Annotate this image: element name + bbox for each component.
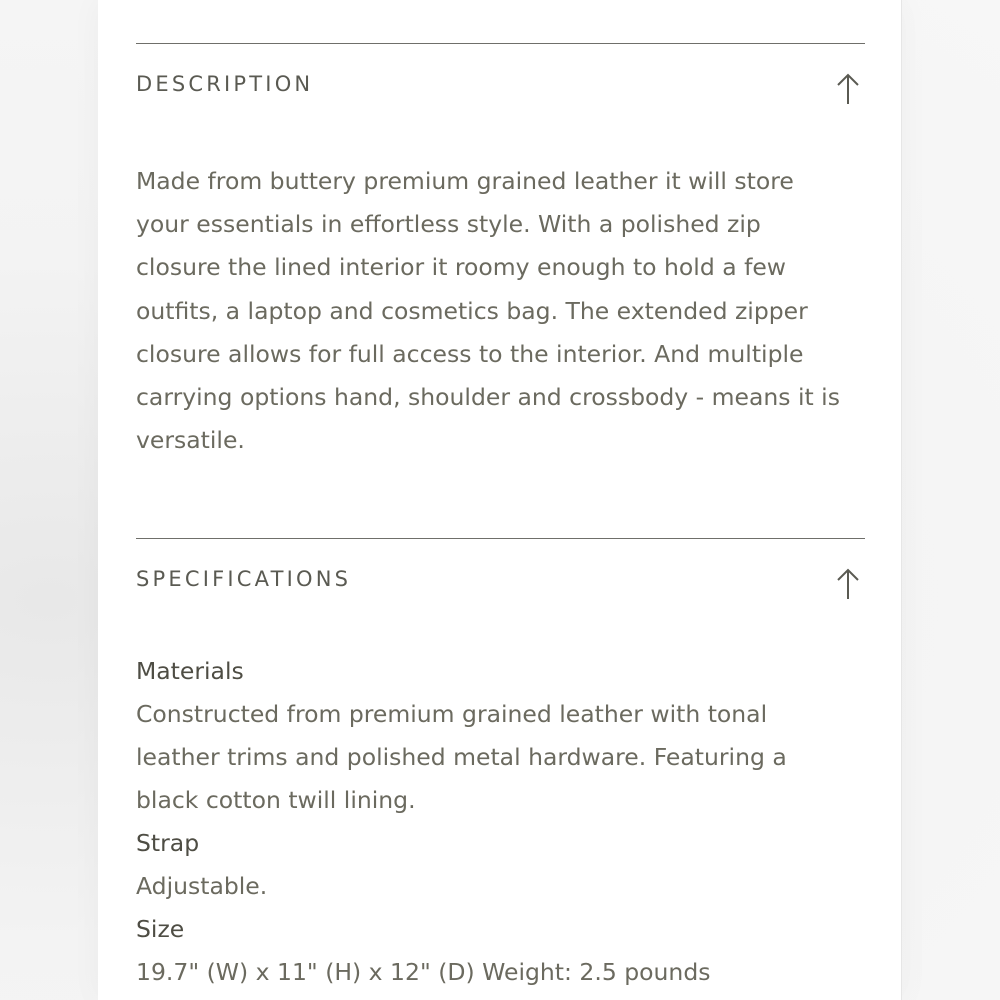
spec-label-strap: Strap bbox=[136, 829, 200, 857]
specifications-title: SPECIFICATIONS bbox=[136, 567, 352, 591]
description-accordion-header[interactable] bbox=[136, 43, 865, 126]
spec-value-strap: Adjustable. bbox=[136, 872, 268, 900]
description-accordion bbox=[136, 43, 865, 462]
specifications-body bbox=[136, 650, 865, 994]
spec-label-materials: Materials bbox=[136, 657, 244, 685]
spec-value-size: 19.7" (W) x 11" (H) x 12" (D) Weight: 2.5 pounds bbox=[136, 958, 711, 986]
description-title: DESCRIPTION bbox=[136, 72, 314, 96]
arrow-up-icon[interactable] bbox=[835, 72, 861, 106]
spec-label-size: Size bbox=[136, 915, 185, 943]
panel-right-border bbox=[901, 0, 902, 1000]
description-text: Made from buttery premium grained leather it will store your essentials in effortless style. With a polished zip closure the lined interior it roomy enough to hold a few outfits, a laptop and cosmetics bag. The extended zipper closure allows for full access to the interior. And multiple carrying options hand, shoulder and crossbody - means it is versatile. bbox=[136, 167, 840, 455]
product-details-panel bbox=[98, 0, 902, 1000]
arrow-up-icon[interactable] bbox=[835, 567, 861, 601]
spec-value-materials: Constructed from premium grained leather with tonal leather trims and polished metal hardware. Featuring a black cotton twill lining. bbox=[136, 700, 787, 814]
specifications-accordion-header[interactable] bbox=[136, 538, 865, 621]
specifications-accordion bbox=[136, 538, 865, 994]
